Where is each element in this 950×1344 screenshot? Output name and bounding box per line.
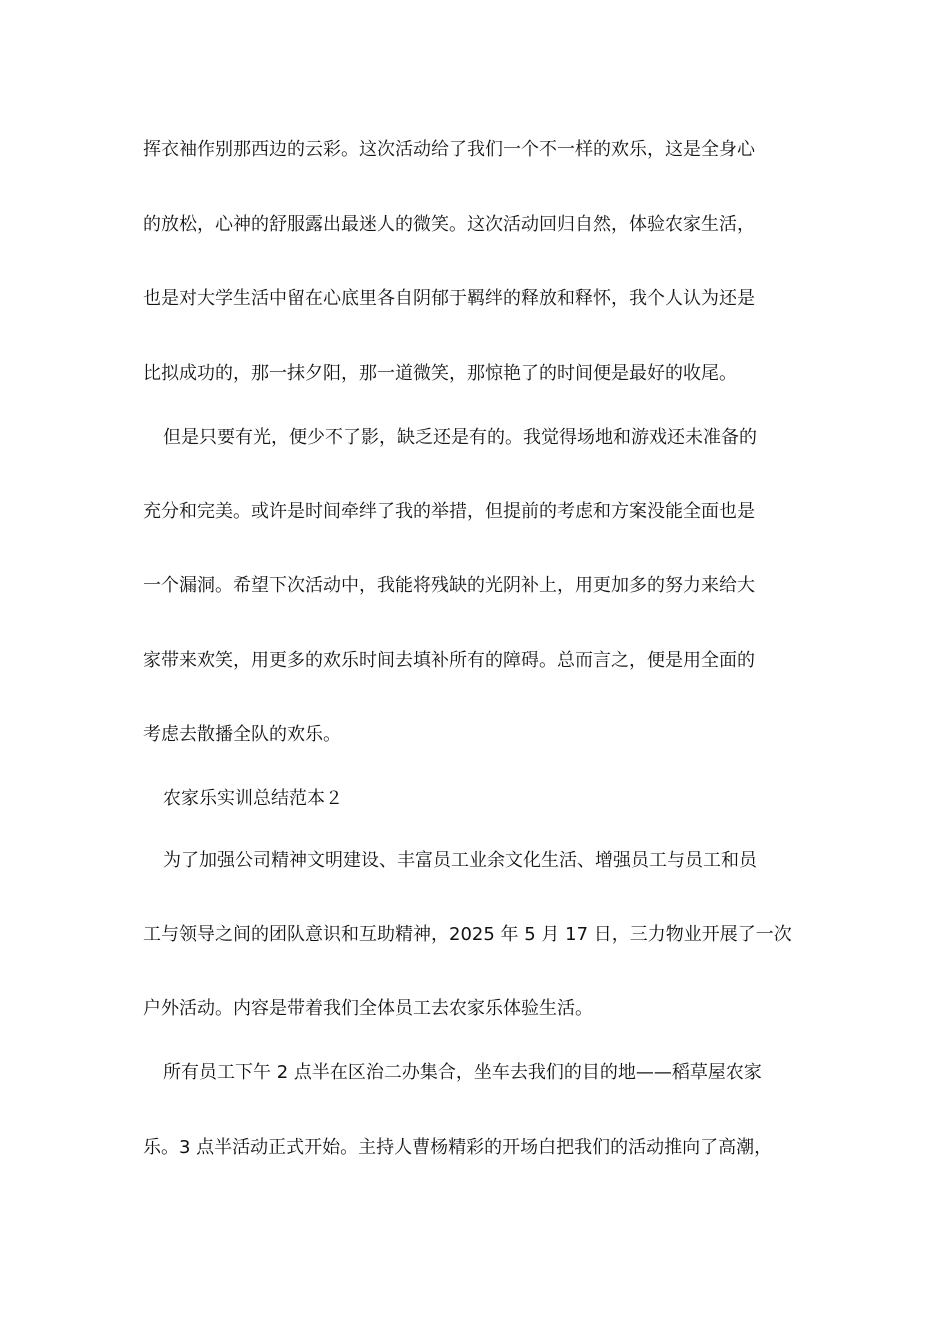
paragraph-line: 考虑去散播全队的欢乐。 [143, 724, 341, 745]
paragraph-line: 也是对大学生活中留在心底里各自阴郁于羁绊的释放和释怀，我个人认为还是 [143, 288, 755, 309]
paragraph-line: 家带来欢笑，用更多的欢乐时间去填补所有的障碍。总而言之，便是用全面的 [143, 650, 755, 671]
paragraph-line: 比拟成功的，那一抹夕阳，那一道微笑，那惊艳了的时间便是最好的收尾。 [143, 363, 737, 384]
paragraph-line: 一个漏洞。希望下次活动中，我能将残缺的光阴补上，用更加多的努力来给大 [143, 575, 755, 596]
paragraph-line: 所有员工下午 2 点半在区治二办集合，坐车去我们的目的地——稻草屋农家 [163, 1062, 762, 1083]
paragraph-line: 乐。3 点半活动正式开始。主持人曹杨精彩的开场白把我们的活动推向了高潮， [143, 1137, 773, 1158]
paragraph-line: 工与领导之间的团队意识和互助精神，2025 年 5 月 17 日，三力物业开展了一次 [143, 924, 792, 945]
paragraph-line: 但是只要有光，便少不了影，缺乏还是有的。我觉得场地和游戏还未准备的 [163, 427, 757, 448]
paragraph-line: 户外活动。内容是带着我们全体员工去农家乐体验生活。 [143, 998, 593, 1019]
section-heading: 农家乐实训总结范本２ [163, 788, 343, 809]
paragraph-line: 挥衣袖作别那西边的云彩。这次活动给了我们一个不一样的欢乐，这是全身心 [143, 139, 755, 160]
paragraph-line: 充分和完美。或许是时间牵绊了我的举措，但提前的考虑和方案没能全面也是 [143, 501, 755, 522]
paragraph-line: 的放松，心神的舒服露出最迷人的微笑。这次活动回归自然，体验农家生活， [143, 214, 755, 235]
paragraph-line: 为了加强公司精神文明建设、丰富员工业余文化生活、增强员工与员工和员 [163, 850, 757, 871]
